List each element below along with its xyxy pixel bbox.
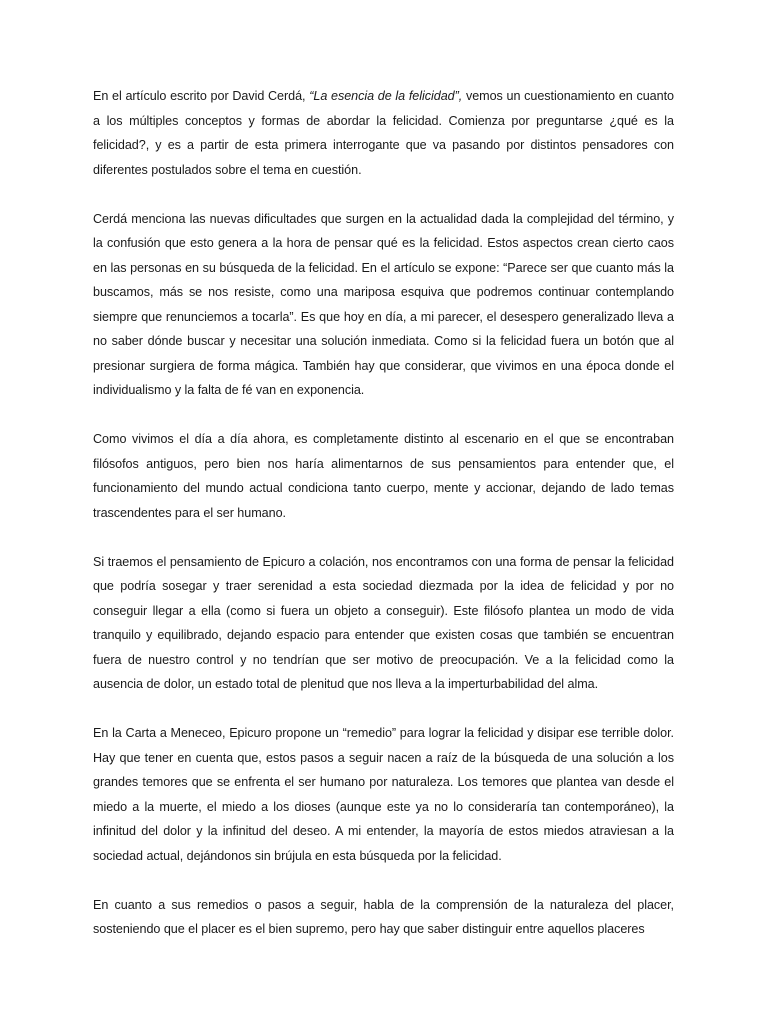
paragraph-1-text-start: En el artículo escrito por David Cerdá, — [93, 89, 310, 103]
paragraph-1-text-end: vemos un cuestionamiento en cuanto a los múltiples conceptos y formas de abordar la felicidad. Comienza por preguntarse ¿qué es la felicidad?, y es a partir de esta primera interrogante que va pasando por distintos pensadores con diferentes postulados sobre el tema en cuestión. — [93, 89, 674, 177]
paragraph-2: Cerdá menciona las nuevas dificultades que surgen en la actualidad dada la complejidad del término, y la confusión que esto genera a la hora de pensar qué es la felicidad. Estos aspectos crean cierto caos en las personas en su búsqueda de la felicidad. En el artículo se expone: “Parece ser que cuanto más la buscamos, más se nos resiste, como una mariposa esquiva que podremos continuar contemplando siempre que renunciemos a tocarla”. Es que hoy en día, a mi parecer, el desespero generalizado lleva a no saber dónde buscar y necesitar una solución inmediata. Como si la felicidad fuera un botón que al presionar surgiera de forma mágica. También hay que considerar, que vivimos en una época donde el individualismo y la falta de fé van en exponencia. — [93, 211, 674, 397]
paragraph-4: Si traemos el pensamiento de Epicuro a colación, nos encontramos con una forma de pensar la felicidad que podría sosegar y traer serenidad a esta sociedad diezmada por la idea de felicidad y por no conseguir llegar a ella (como si fuera un objeto a conseguir). Este filósofo plantea un modo de vida tranquilo y equilibrado, dejando espacio para entender que existen cosas que también se encuentran fuera de nuestro control y no tendrían que ser motivo de preocupación. Ve a la felicidad como la ausencia de dolor, un estado total de plenitud que nos lleva a la imperturbabilidad del alma. — [93, 554, 674, 691]
article-title: “La esencia de la felicidad”, — [309, 89, 463, 103]
paragraph-6: En cuanto a sus remedios o pasos a seguir, habla de la comprensión de la naturaleza del placer, sosteniendo que el placer es el bien supremo, pero hay que saber distinguir entre aquellos placeres — [93, 897, 674, 936]
paragraph-3: Como vivimos el día a día ahora, es completamente distinto al escenario en el que se encontraban filósofos antiguos, pero bien nos haría alimentarnos de sus pensamientos para entender que, el funcionamiento del mundo actual condiciona tanto cuerpo, mente y accionar, dejando de lado temas trascendentes para el ser humano. — [93, 432, 674, 520]
paragraph-1 — [93, 84, 674, 182]
paragraph-5: En la Carta a Meneceo, Epicuro propone un “remedio” para lograr la felicidad y disipar ese terrible dolor. Hay que tener en cuenta que, estos pasos a seguir nacen a raíz de la búsqueda de una solución a los grandes temores que se enfrenta el ser humano por naturaleza. Los temores que plantea van desde el miedo a la muerte, el miedo a los dioses (aunque este ya no lo consideraría tan contemporáneo), la infinitud del dolor y la infinitud del deseo. A mi entender, la mayoría de estos miedos atraviesan a la sociedad actual, dejándonos sin brújula en esta búsqueda por la felicidad. — [93, 726, 674, 863]
document-page — [93, 84, 674, 942]
